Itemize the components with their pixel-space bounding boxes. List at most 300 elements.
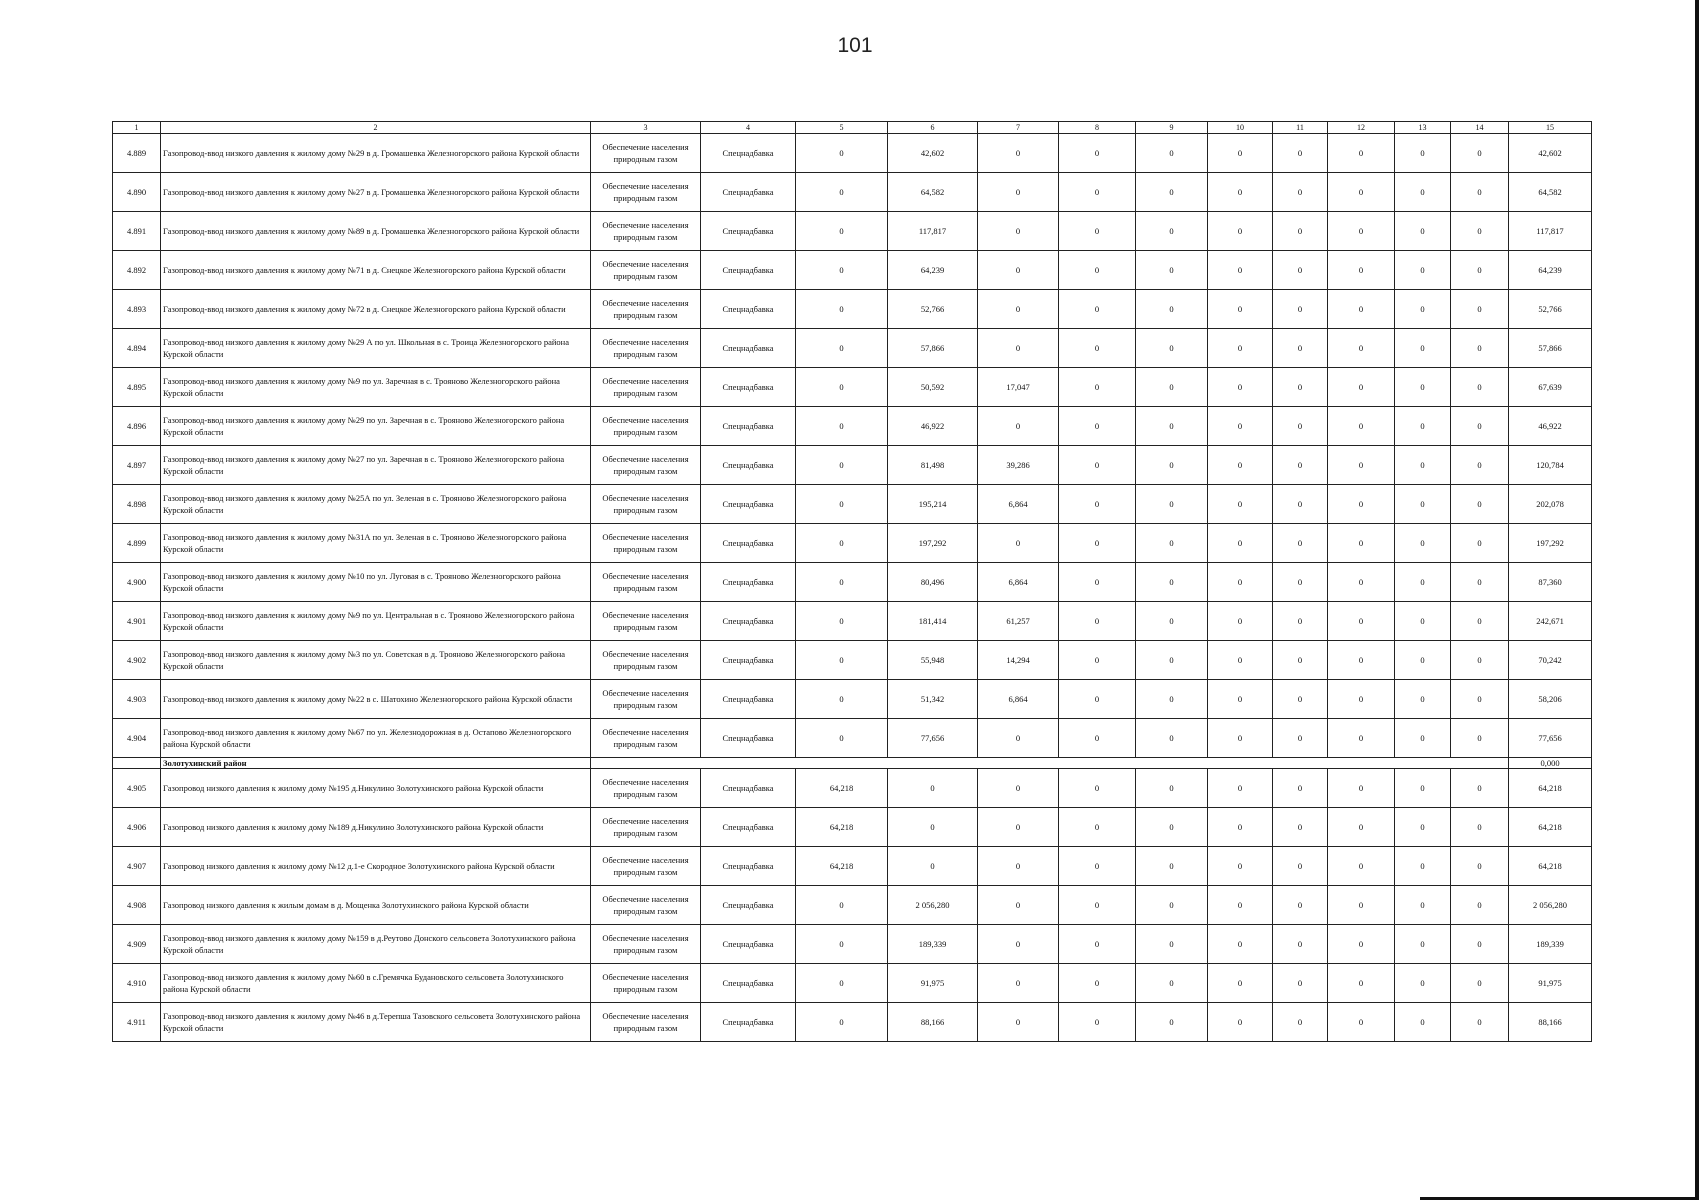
value-col-10: 0 bbox=[1208, 680, 1273, 719]
funding-source: Спецнадбавка bbox=[701, 680, 796, 719]
value-col-12: 0 bbox=[1328, 329, 1395, 368]
table-row bbox=[113, 1003, 1592, 1042]
value-col-14: 0 bbox=[1451, 251, 1509, 290]
value-col-7: 0 bbox=[978, 212, 1059, 251]
value-col-6: 57,866 bbox=[888, 329, 978, 368]
district-empty-span bbox=[591, 758, 1509, 769]
value-col-11: 0 bbox=[1273, 134, 1328, 173]
column-number-header: 14 bbox=[1451, 122, 1509, 134]
value-col-13: 0 bbox=[1395, 446, 1451, 485]
column-number-header: 11 bbox=[1273, 122, 1328, 134]
value-col-14: 0 bbox=[1451, 524, 1509, 563]
total-value: 91,975 bbox=[1509, 964, 1592, 1003]
column-number-header: 2 bbox=[161, 122, 591, 134]
value-col-7: 6,864 bbox=[978, 563, 1059, 602]
value-col-5: 0 bbox=[796, 368, 888, 407]
value-col-6: 0 bbox=[888, 808, 978, 847]
object-name: Газопровод-ввод низкого давления к жилому дому №72 в д. Снецкое Железногорского района Курской области bbox=[161, 290, 591, 329]
funding-source: Спецнадбавка bbox=[701, 524, 796, 563]
value-col-10: 0 bbox=[1208, 886, 1273, 925]
value-col-14: 0 bbox=[1451, 847, 1509, 886]
value-col-10: 0 bbox=[1208, 641, 1273, 680]
value-col-7: 0 bbox=[978, 1003, 1059, 1042]
value-col-7: 0 bbox=[978, 964, 1059, 1003]
value-col-13: 0 bbox=[1395, 329, 1451, 368]
value-col-9: 0 bbox=[1136, 769, 1208, 808]
value-col-8: 0 bbox=[1059, 925, 1136, 964]
object-name: Газопровод-ввод низкого давления к жилому дому №3 по ул. Советская в д. Трояново Железногорского района Курской области bbox=[161, 641, 591, 680]
row-number: 4.905 bbox=[113, 769, 161, 808]
object-name: Газопровод-ввод низкого давления к жилому дому №89 в д. Громашевка Железногорского района Курской области bbox=[161, 212, 591, 251]
value-col-14: 0 bbox=[1451, 886, 1509, 925]
funding-source: Спецнадбавка bbox=[701, 925, 796, 964]
value-col-10: 0 bbox=[1208, 212, 1273, 251]
total-value: 117,817 bbox=[1509, 212, 1592, 251]
value-col-9: 0 bbox=[1136, 808, 1208, 847]
purpose: Обеспечение населения природным газом bbox=[591, 368, 701, 407]
purpose: Обеспечение населения природным газом bbox=[591, 886, 701, 925]
table-row bbox=[113, 368, 1592, 407]
value-col-14: 0 bbox=[1451, 680, 1509, 719]
value-col-7: 6,864 bbox=[978, 485, 1059, 524]
value-col-13: 0 bbox=[1395, 925, 1451, 964]
value-col-13: 0 bbox=[1395, 719, 1451, 758]
purpose: Обеспечение населения природным газом bbox=[591, 602, 701, 641]
value-col-12: 0 bbox=[1328, 563, 1395, 602]
value-col-7: 0 bbox=[978, 524, 1059, 563]
value-col-9: 0 bbox=[1136, 485, 1208, 524]
value-col-11: 0 bbox=[1273, 602, 1328, 641]
value-col-5: 64,218 bbox=[796, 847, 888, 886]
row-number: 4.896 bbox=[113, 407, 161, 446]
object-name: Газопровод низкого давления к жилым домам в д. Мощенка Золотухинского района Курской области bbox=[161, 886, 591, 925]
funding-source: Спецнадбавка bbox=[701, 329, 796, 368]
value-col-9: 0 bbox=[1136, 641, 1208, 680]
value-col-12: 0 bbox=[1328, 485, 1395, 524]
object-name: Газопровод низкого давления к жилому дому №12 д.1-е Скородное Золотухинского района Курской области bbox=[161, 847, 591, 886]
object-name: Газопровод-ввод низкого давления к жилому дому №27 по ул. Заречная в с. Трояново Железногорского района Курской области bbox=[161, 446, 591, 485]
gas-pipeline-table bbox=[112, 121, 1592, 1042]
value-col-13: 0 bbox=[1395, 212, 1451, 251]
value-col-5: 0 bbox=[796, 329, 888, 368]
value-col-7: 0 bbox=[978, 925, 1059, 964]
value-col-8: 0 bbox=[1059, 290, 1136, 329]
value-col-6: 0 bbox=[888, 847, 978, 886]
table-row bbox=[113, 680, 1592, 719]
value-col-11: 0 bbox=[1273, 524, 1328, 563]
value-col-7: 0 bbox=[978, 808, 1059, 847]
value-col-5: 0 bbox=[796, 485, 888, 524]
value-col-9: 0 bbox=[1136, 173, 1208, 212]
total-value: 120,784 bbox=[1509, 446, 1592, 485]
value-col-9: 0 bbox=[1136, 964, 1208, 1003]
value-col-12: 0 bbox=[1328, 964, 1395, 1003]
value-col-10: 0 bbox=[1208, 964, 1273, 1003]
funding-source: Спецнадбавка bbox=[701, 1003, 796, 1042]
value-col-7: 6,864 bbox=[978, 680, 1059, 719]
total-value: 202,078 bbox=[1509, 485, 1592, 524]
table-row bbox=[113, 563, 1592, 602]
row-number: 4.904 bbox=[113, 719, 161, 758]
object-name: Газопровод-ввод низкого давления к жилому дому №9 по ул. Центральная в с. Трояново Железногорского района Курской области bbox=[161, 602, 591, 641]
total-value: 77,656 bbox=[1509, 719, 1592, 758]
value-col-9: 0 bbox=[1136, 251, 1208, 290]
value-col-9: 0 bbox=[1136, 368, 1208, 407]
object-name: Газопровод-ввод низкого давления к жилому дому №27 в д. Громашевка Железногорского района Курской области bbox=[161, 173, 591, 212]
funding-source: Спецнадбавка bbox=[701, 719, 796, 758]
table-row bbox=[113, 847, 1592, 886]
object-name: Газопровод-ввод низкого давления к жилому дому №67 по ул. Железнодорожная в д. Остапово Железногорского района Курской области bbox=[161, 719, 591, 758]
value-col-6: 181,414 bbox=[888, 602, 978, 641]
value-col-8: 0 bbox=[1059, 524, 1136, 563]
row-number: 4.895 bbox=[113, 368, 161, 407]
table-row bbox=[113, 446, 1592, 485]
row-number: 4.890 bbox=[113, 173, 161, 212]
table-row bbox=[113, 964, 1592, 1003]
value-col-5: 0 bbox=[796, 602, 888, 641]
funding-source: Спецнадбавка bbox=[701, 212, 796, 251]
value-col-6: 64,239 bbox=[888, 251, 978, 290]
district-row bbox=[113, 758, 1592, 769]
row-number: 4.891 bbox=[113, 212, 161, 251]
value-col-8: 0 bbox=[1059, 446, 1136, 485]
value-col-10: 0 bbox=[1208, 329, 1273, 368]
funding-source: Спецнадбавка bbox=[701, 134, 796, 173]
purpose: Обеспечение населения природным газом bbox=[591, 446, 701, 485]
value-col-6: 52,766 bbox=[888, 290, 978, 329]
value-col-9: 0 bbox=[1136, 886, 1208, 925]
purpose: Обеспечение населения природным газом bbox=[591, 1003, 701, 1042]
table-row bbox=[113, 641, 1592, 680]
value-col-10: 0 bbox=[1208, 602, 1273, 641]
value-col-6: 117,817 bbox=[888, 212, 978, 251]
value-col-14: 0 bbox=[1451, 212, 1509, 251]
funding-source: Спецнадбавка bbox=[701, 368, 796, 407]
value-col-5: 0 bbox=[796, 563, 888, 602]
row-number: 4.901 bbox=[113, 602, 161, 641]
object-name: Газопровод-ввод низкого давления к жилому дому №29 А по ул. Школьная в с. Троица Железногорского района Курской области bbox=[161, 329, 591, 368]
value-col-5: 0 bbox=[796, 212, 888, 251]
value-col-10: 0 bbox=[1208, 847, 1273, 886]
value-col-8: 0 bbox=[1059, 964, 1136, 1003]
value-col-5: 0 bbox=[796, 524, 888, 563]
value-col-13: 0 bbox=[1395, 847, 1451, 886]
value-col-8: 0 bbox=[1059, 212, 1136, 251]
table-row bbox=[113, 886, 1592, 925]
value-col-9: 0 bbox=[1136, 602, 1208, 641]
value-col-14: 0 bbox=[1451, 485, 1509, 524]
value-col-13: 0 bbox=[1395, 368, 1451, 407]
district-total: 0,000 bbox=[1509, 758, 1592, 769]
row-number: 4.907 bbox=[113, 847, 161, 886]
funding-source: Спецнадбавка bbox=[701, 964, 796, 1003]
value-col-6: 197,292 bbox=[888, 524, 978, 563]
value-col-5: 0 bbox=[796, 290, 888, 329]
value-col-11: 0 bbox=[1273, 290, 1328, 329]
value-col-9: 0 bbox=[1136, 719, 1208, 758]
value-col-13: 0 bbox=[1395, 134, 1451, 173]
value-col-8: 0 bbox=[1059, 134, 1136, 173]
purpose: Обеспечение населения природным газом bbox=[591, 847, 701, 886]
value-col-5: 0 bbox=[796, 925, 888, 964]
value-col-8: 0 bbox=[1059, 407, 1136, 446]
total-value: 42,602 bbox=[1509, 134, 1592, 173]
value-col-12: 0 bbox=[1328, 1003, 1395, 1042]
table-row bbox=[113, 329, 1592, 368]
funding-source: Спецнадбавка bbox=[701, 808, 796, 847]
funding-source: Спецнадбавка bbox=[701, 886, 796, 925]
value-col-11: 0 bbox=[1273, 329, 1328, 368]
value-col-14: 0 bbox=[1451, 173, 1509, 212]
value-col-11: 0 bbox=[1273, 847, 1328, 886]
object-name: Газопровод-ввод низкого давления к жилому дому №10 по ул. Луговая в с. Трояново Железногорского района Курской области bbox=[161, 563, 591, 602]
funding-source: Спецнадбавка bbox=[701, 290, 796, 329]
column-number-header: 15 bbox=[1509, 122, 1592, 134]
value-col-5: 0 bbox=[796, 641, 888, 680]
funding-source: Спецнадбавка bbox=[701, 446, 796, 485]
value-col-10: 0 bbox=[1208, 808, 1273, 847]
value-col-9: 0 bbox=[1136, 134, 1208, 173]
value-col-8: 0 bbox=[1059, 1003, 1136, 1042]
value-col-13: 0 bbox=[1395, 563, 1451, 602]
value-col-12: 0 bbox=[1328, 847, 1395, 886]
value-col-7: 0 bbox=[978, 251, 1059, 290]
table-row bbox=[113, 173, 1592, 212]
value-col-9: 0 bbox=[1136, 446, 1208, 485]
value-col-14: 0 bbox=[1451, 641, 1509, 680]
table-row bbox=[113, 769, 1592, 808]
funding-source: Спецнадбавка bbox=[701, 173, 796, 212]
value-col-9: 0 bbox=[1136, 290, 1208, 329]
value-col-7: 14,294 bbox=[978, 641, 1059, 680]
row-number: 4.906 bbox=[113, 808, 161, 847]
value-col-6: 80,496 bbox=[888, 563, 978, 602]
value-col-6: 88,166 bbox=[888, 1003, 978, 1042]
value-col-5: 0 bbox=[796, 446, 888, 485]
value-col-11: 0 bbox=[1273, 641, 1328, 680]
page-number: 101 bbox=[837, 34, 873, 57]
object-name: Газопровод-ввод низкого давления к жилому дому №22 в с. Шатохино Железногорского района Курской области bbox=[161, 680, 591, 719]
row-number: 4.903 bbox=[113, 680, 161, 719]
value-col-14: 0 bbox=[1451, 368, 1509, 407]
total-value: 64,582 bbox=[1509, 173, 1592, 212]
row-number: 4.899 bbox=[113, 524, 161, 563]
table-row bbox=[113, 925, 1592, 964]
value-col-13: 0 bbox=[1395, 769, 1451, 808]
value-col-11: 0 bbox=[1273, 212, 1328, 251]
value-col-5: 0 bbox=[796, 680, 888, 719]
column-number-header: 8 bbox=[1059, 122, 1136, 134]
funding-source: Спецнадбавка bbox=[701, 769, 796, 808]
value-col-11: 0 bbox=[1273, 368, 1328, 407]
column-number-header: 4 bbox=[701, 122, 796, 134]
value-col-12: 0 bbox=[1328, 368, 1395, 407]
total-value: 197,292 bbox=[1509, 524, 1592, 563]
value-col-12: 0 bbox=[1328, 925, 1395, 964]
value-col-7: 61,257 bbox=[978, 602, 1059, 641]
value-col-7: 0 bbox=[978, 719, 1059, 758]
value-col-6: 81,498 bbox=[888, 446, 978, 485]
value-col-7: 39,286 bbox=[978, 446, 1059, 485]
object-name: Газопровод-ввод низкого давления к жилому дому №71 в д. Снецкое Железногорского района Курской области bbox=[161, 251, 591, 290]
value-col-10: 0 bbox=[1208, 563, 1273, 602]
value-col-9: 0 bbox=[1136, 925, 1208, 964]
gas-pipeline-table-wrapper bbox=[112, 121, 1591, 1042]
value-col-7: 0 bbox=[978, 847, 1059, 886]
table-row bbox=[113, 485, 1592, 524]
purpose: Обеспечение населения природным газом bbox=[591, 680, 701, 719]
object-name: Газопровод-ввод низкого давления к жилому дому №29 в д. Громашевка Железногорского района Курской области bbox=[161, 134, 591, 173]
column-number-header: 1 bbox=[113, 122, 161, 134]
purpose: Обеспечение населения природным газом bbox=[591, 524, 701, 563]
value-col-10: 0 bbox=[1208, 290, 1273, 329]
row-number: 4.893 bbox=[113, 290, 161, 329]
value-col-5: 0 bbox=[796, 719, 888, 758]
value-col-13: 0 bbox=[1395, 886, 1451, 925]
value-col-8: 0 bbox=[1059, 563, 1136, 602]
value-col-13: 0 bbox=[1395, 485, 1451, 524]
value-col-9: 0 bbox=[1136, 407, 1208, 446]
value-col-10: 0 bbox=[1208, 173, 1273, 212]
value-col-6: 50,592 bbox=[888, 368, 978, 407]
value-col-13: 0 bbox=[1395, 1003, 1451, 1042]
value-col-11: 0 bbox=[1273, 719, 1328, 758]
value-col-6: 64,582 bbox=[888, 173, 978, 212]
row-number: 4.897 bbox=[113, 446, 161, 485]
column-number-header: 13 bbox=[1395, 122, 1451, 134]
value-col-11: 0 bbox=[1273, 173, 1328, 212]
total-value: 67,639 bbox=[1509, 368, 1592, 407]
value-col-9: 0 bbox=[1136, 212, 1208, 251]
value-col-10: 0 bbox=[1208, 925, 1273, 964]
district-empty-cell bbox=[113, 758, 161, 769]
value-col-6: 42,602 bbox=[888, 134, 978, 173]
sheet-edge-right bbox=[1695, 0, 1699, 1200]
table-row bbox=[113, 290, 1592, 329]
value-col-12: 0 bbox=[1328, 290, 1395, 329]
value-col-7: 17,047 bbox=[978, 368, 1059, 407]
table-row bbox=[113, 719, 1592, 758]
value-col-12: 0 bbox=[1328, 407, 1395, 446]
object-name: Газопровод-ввод низкого давления к жилому дому №9 по ул. Заречная в с. Трояново Железногорского района Курской области bbox=[161, 368, 591, 407]
district-name: Золотухинский район bbox=[161, 758, 591, 769]
value-col-14: 0 bbox=[1451, 1003, 1509, 1042]
value-col-8: 0 bbox=[1059, 769, 1136, 808]
purpose: Обеспечение населения природным газом bbox=[591, 769, 701, 808]
value-col-14: 0 bbox=[1451, 446, 1509, 485]
value-col-6: 77,656 bbox=[888, 719, 978, 758]
row-number: 4.898 bbox=[113, 485, 161, 524]
value-col-8: 0 bbox=[1059, 808, 1136, 847]
value-col-8: 0 bbox=[1059, 886, 1136, 925]
value-col-13: 0 bbox=[1395, 602, 1451, 641]
funding-source: Спецнадбавка bbox=[701, 602, 796, 641]
total-value: 64,218 bbox=[1509, 847, 1592, 886]
row-number: 4.909 bbox=[113, 925, 161, 964]
value-col-11: 0 bbox=[1273, 769, 1328, 808]
value-col-7: 0 bbox=[978, 329, 1059, 368]
value-col-13: 0 bbox=[1395, 808, 1451, 847]
value-col-12: 0 bbox=[1328, 173, 1395, 212]
value-col-12: 0 bbox=[1328, 602, 1395, 641]
value-col-5: 0 bbox=[796, 1003, 888, 1042]
value-col-11: 0 bbox=[1273, 680, 1328, 719]
value-col-6: 51,342 bbox=[888, 680, 978, 719]
value-col-8: 0 bbox=[1059, 329, 1136, 368]
value-col-14: 0 bbox=[1451, 964, 1509, 1003]
purpose: Обеспечение населения природным газом bbox=[591, 329, 701, 368]
value-col-13: 0 bbox=[1395, 524, 1451, 563]
value-col-14: 0 bbox=[1451, 769, 1509, 808]
value-col-11: 0 bbox=[1273, 925, 1328, 964]
value-col-5: 0 bbox=[796, 886, 888, 925]
row-number: 4.908 bbox=[113, 886, 161, 925]
purpose: Обеспечение населения природным газом bbox=[591, 212, 701, 251]
value-col-12: 0 bbox=[1328, 808, 1395, 847]
value-col-14: 0 bbox=[1451, 602, 1509, 641]
total-value: 88,166 bbox=[1509, 1003, 1592, 1042]
value-col-12: 0 bbox=[1328, 134, 1395, 173]
purpose: Обеспечение населения природным газом bbox=[591, 719, 701, 758]
value-col-6: 2 056,280 bbox=[888, 886, 978, 925]
row-number: 4.892 bbox=[113, 251, 161, 290]
table-row bbox=[113, 251, 1592, 290]
value-col-6: 91,975 bbox=[888, 964, 978, 1003]
total-value: 2 056,280 bbox=[1509, 886, 1592, 925]
total-value: 70,242 bbox=[1509, 641, 1592, 680]
column-number-header: 9 bbox=[1136, 122, 1208, 134]
total-value: 58,206 bbox=[1509, 680, 1592, 719]
value-col-9: 0 bbox=[1136, 847, 1208, 886]
value-col-9: 0 bbox=[1136, 563, 1208, 602]
value-col-5: 0 bbox=[796, 964, 888, 1003]
purpose: Обеспечение населения природным газом bbox=[591, 173, 701, 212]
object-name: Газопровод-ввод низкого давления к жилому дому №31А по ул. Зеленая в с. Трояново Железногорского района Курской области bbox=[161, 524, 591, 563]
row-number: 4.910 bbox=[113, 964, 161, 1003]
purpose: Обеспечение населения природным газом bbox=[591, 925, 701, 964]
value-col-13: 0 bbox=[1395, 173, 1451, 212]
value-col-8: 0 bbox=[1059, 847, 1136, 886]
value-col-6: 195,214 bbox=[888, 485, 978, 524]
value-col-12: 0 bbox=[1328, 769, 1395, 808]
total-value: 64,218 bbox=[1509, 769, 1592, 808]
value-col-14: 0 bbox=[1451, 329, 1509, 368]
value-col-10: 0 bbox=[1208, 446, 1273, 485]
value-col-8: 0 bbox=[1059, 719, 1136, 758]
value-col-9: 0 bbox=[1136, 680, 1208, 719]
value-col-7: 0 bbox=[978, 134, 1059, 173]
value-col-5: 64,218 bbox=[796, 808, 888, 847]
value-col-13: 0 bbox=[1395, 251, 1451, 290]
row-number: 4.889 bbox=[113, 134, 161, 173]
value-col-8: 0 bbox=[1059, 680, 1136, 719]
value-col-5: 0 bbox=[796, 173, 888, 212]
object-name: Газопровод-ввод низкого давления к жилому дому №159 в д.Реутово Донского сельсовета Золотухинского района Курской области bbox=[161, 925, 591, 964]
value-col-8: 0 bbox=[1059, 251, 1136, 290]
value-col-13: 0 bbox=[1395, 641, 1451, 680]
purpose: Обеспечение населения природным газом bbox=[591, 251, 701, 290]
value-col-6: 0 bbox=[888, 769, 978, 808]
value-col-14: 0 bbox=[1451, 134, 1509, 173]
value-col-10: 0 bbox=[1208, 719, 1273, 758]
value-col-10: 0 bbox=[1208, 1003, 1273, 1042]
object-name: Газопровод-ввод низкого давления к жилому дому №25А по ул. Зеленая в с. Трояново Железногорского района Курской области bbox=[161, 485, 591, 524]
value-col-12: 0 bbox=[1328, 680, 1395, 719]
table-row bbox=[113, 602, 1592, 641]
value-col-12: 0 bbox=[1328, 212, 1395, 251]
purpose: Обеспечение населения природным газом bbox=[591, 407, 701, 446]
total-value: 64,239 bbox=[1509, 251, 1592, 290]
